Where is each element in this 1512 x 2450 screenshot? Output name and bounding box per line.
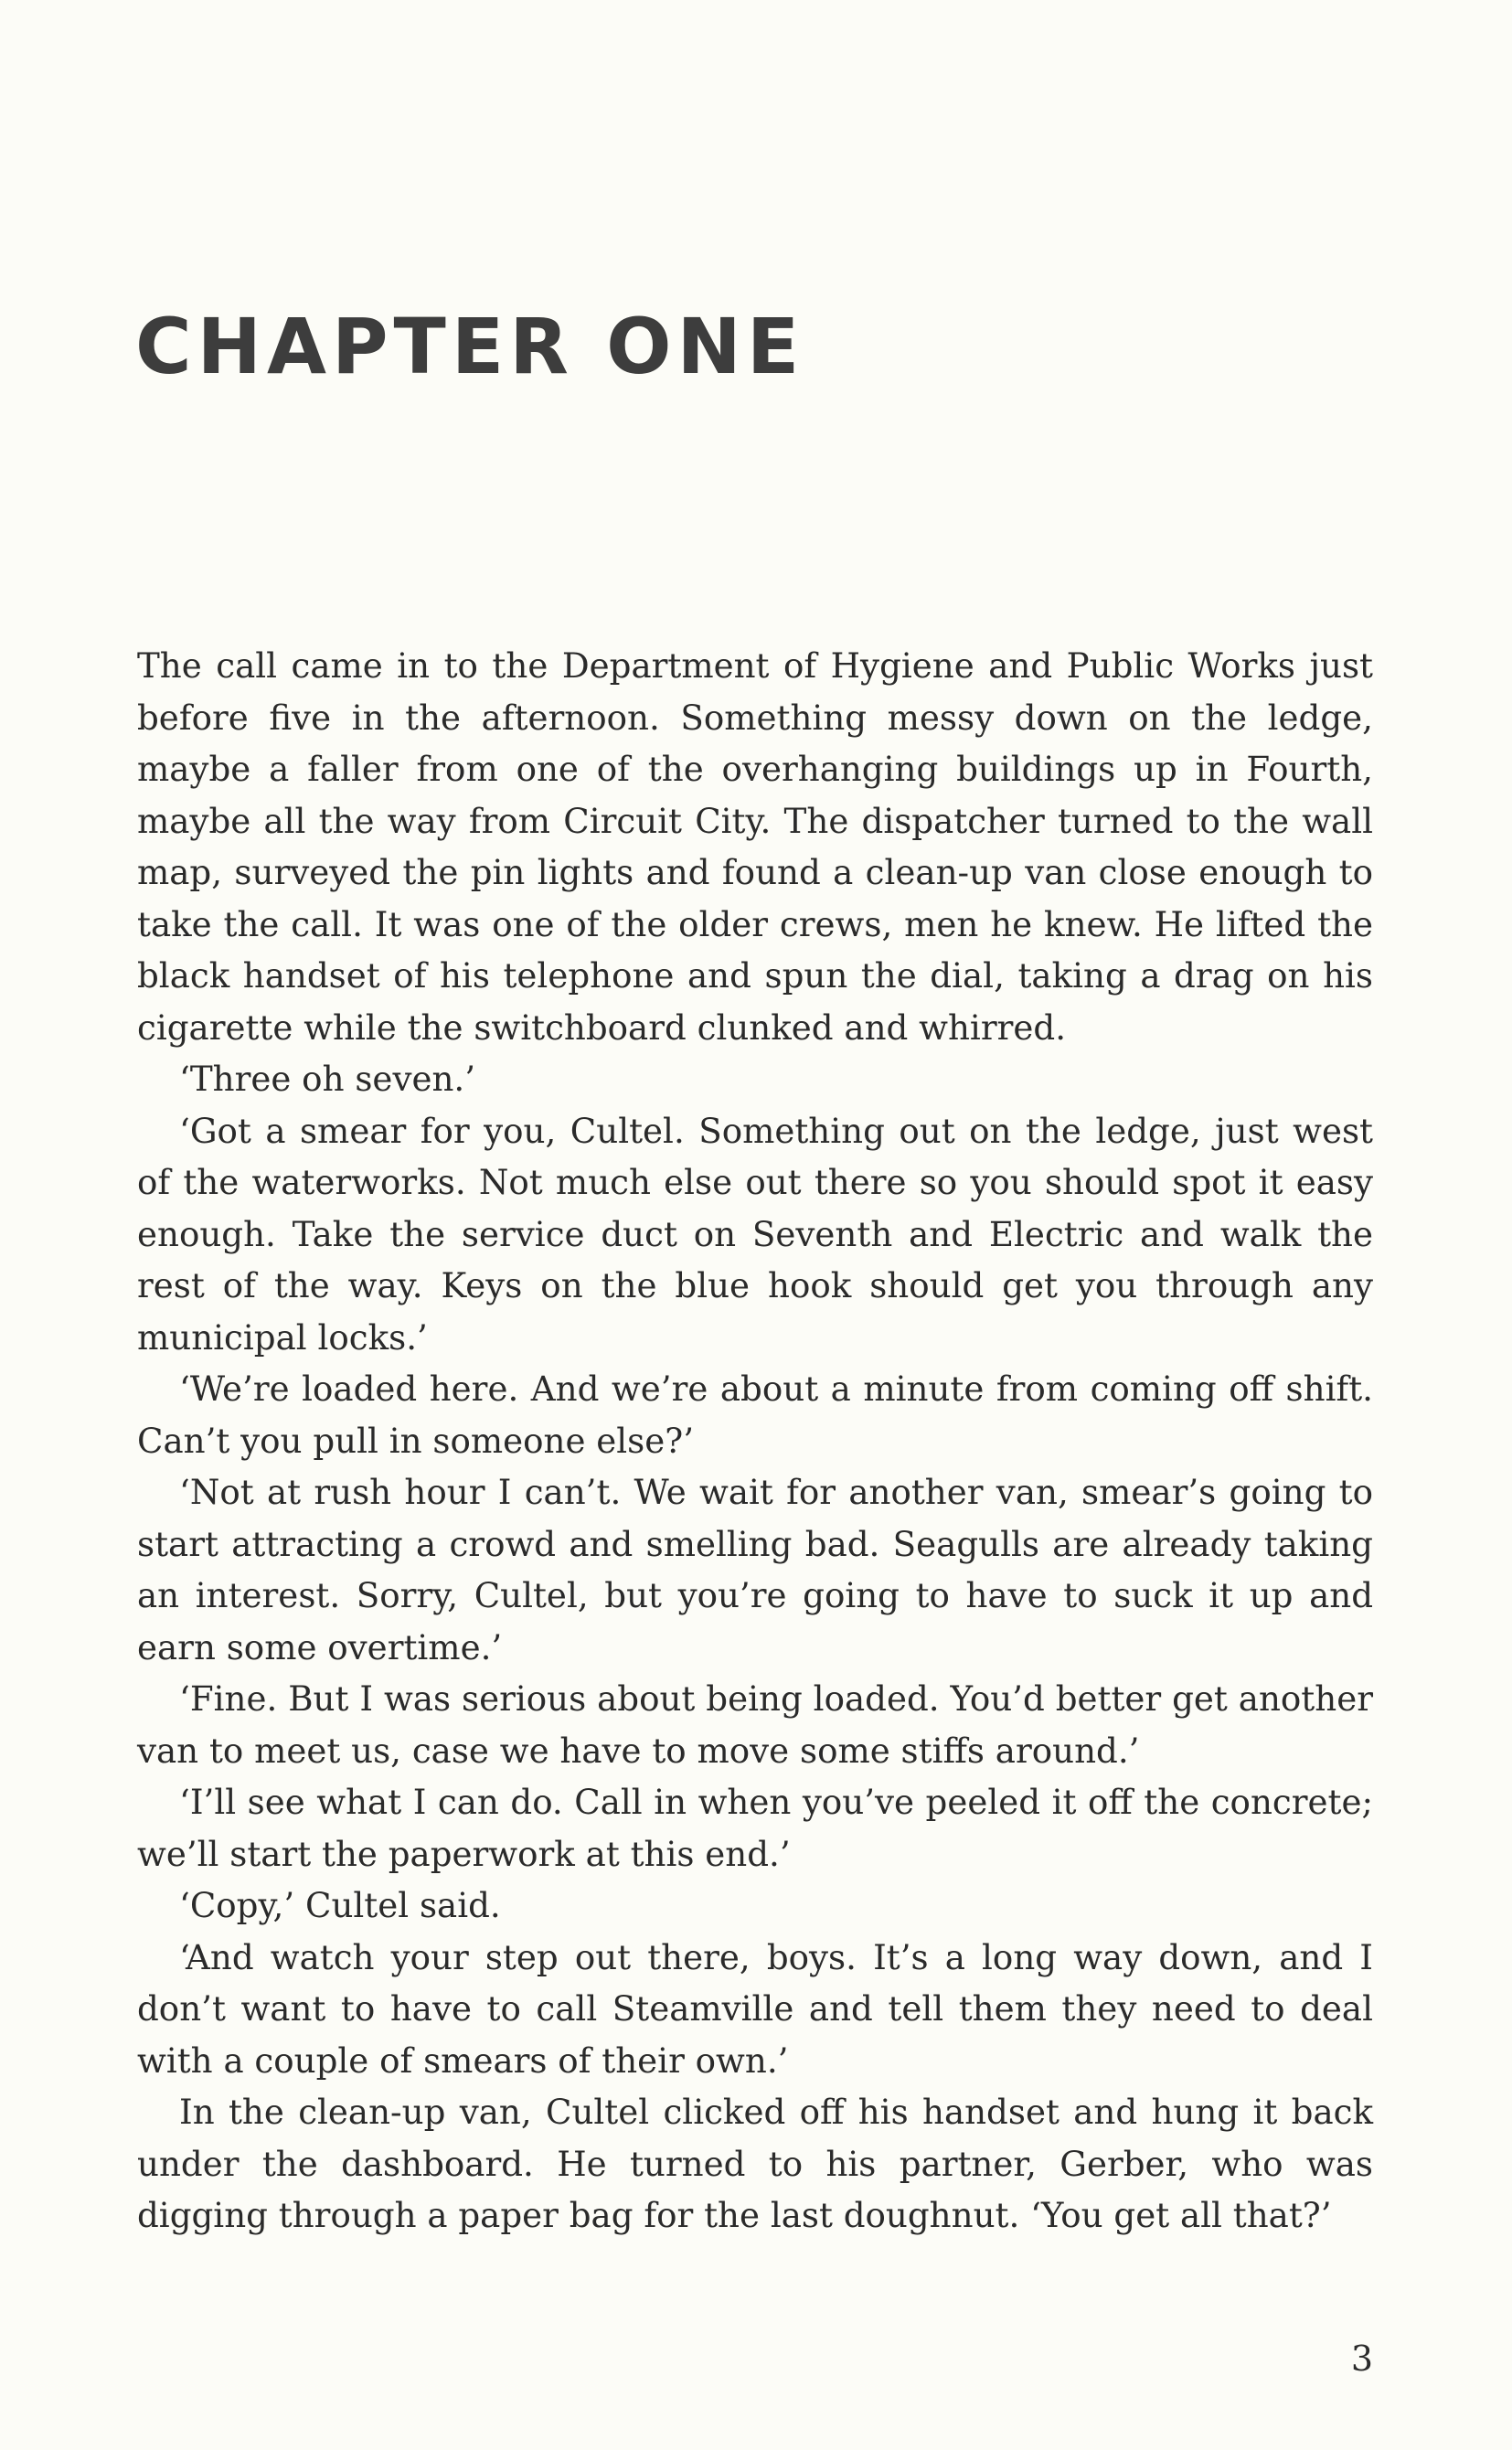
paragraph-1: The call came in to the Department of Hygiene and Public Works just before five in the afternoon. Something messy down on the ledge, maybe a faller from one of the overhanging buildings up in Fourth, maybe all the way from Circuit City. The dispatcher turned to the wall map, surveyed the pin lights and found a clean-up van close enough to take the call. It was one of the older crews, men he knew. He lifted the black handset of his telephone and spun the dial, taking a drag on his cigarette while the switchboard clunked and whirred.	[137, 645, 1373, 1048]
chapter-body	[137, 640, 1373, 2242]
paragraph-6: ‘Fine. But I was serious about being loaded. You’d better get another van to meet us, case we have to move some stiffs around.’	[137, 1678, 1373, 1771]
paragraph-8: ‘Copy,’ Cultel said.	[179, 1885, 501, 1925]
paragraph-2: ‘Three oh seven.’	[179, 1059, 476, 1099]
paragraph-7: ‘I’ll see what I can do. Call in when you’ve peeled it off the concrete; we’ll start the paperwork at this end.’	[137, 1782, 1373, 1874]
paragraph-4: ‘We’re loaded here. And we’re about a minute from coming off shift. Can’t you pull in someone else?’	[137, 1369, 1373, 1461]
page-number: 3	[1350, 2338, 1373, 2379]
chapter-title: CHAPTER ONE	[135, 302, 805, 391]
paragraph-10: In the clean-up van, Cultel clicked off his handset and hung it back under the dashboard. He turned to his partner, Gerber, who was digging through a paper bag for the last doughnut. ‘You get all that?’	[137, 2092, 1373, 2235]
paragraph-9: ‘And watch your step out there, boys. It’s a long way down, and I don’t want to have to call Steamville and tell them they need to deal with a couple of smears of their own.’	[137, 1936, 1373, 2081]
paragraph-5: ‘Not at rush hour I can’t. We wait for another van, smear’s going to start attracting a crowd and smelling bad. Seagulls are already taking an interest. Sorry, Cultel, but you’re going to have to suck it up and earn some overtime.’	[137, 1472, 1373, 1667]
paragraph-3: ‘Got a smear for you, Cultel. Something out on the ledge, just west of the waterworks. Not much else out there so you should spot it easy enough. Take the service duct on Seventh and Electric and walk the rest of the way. Keys on the blue hook should get you through any municipal locks.’	[137, 1110, 1373, 1358]
